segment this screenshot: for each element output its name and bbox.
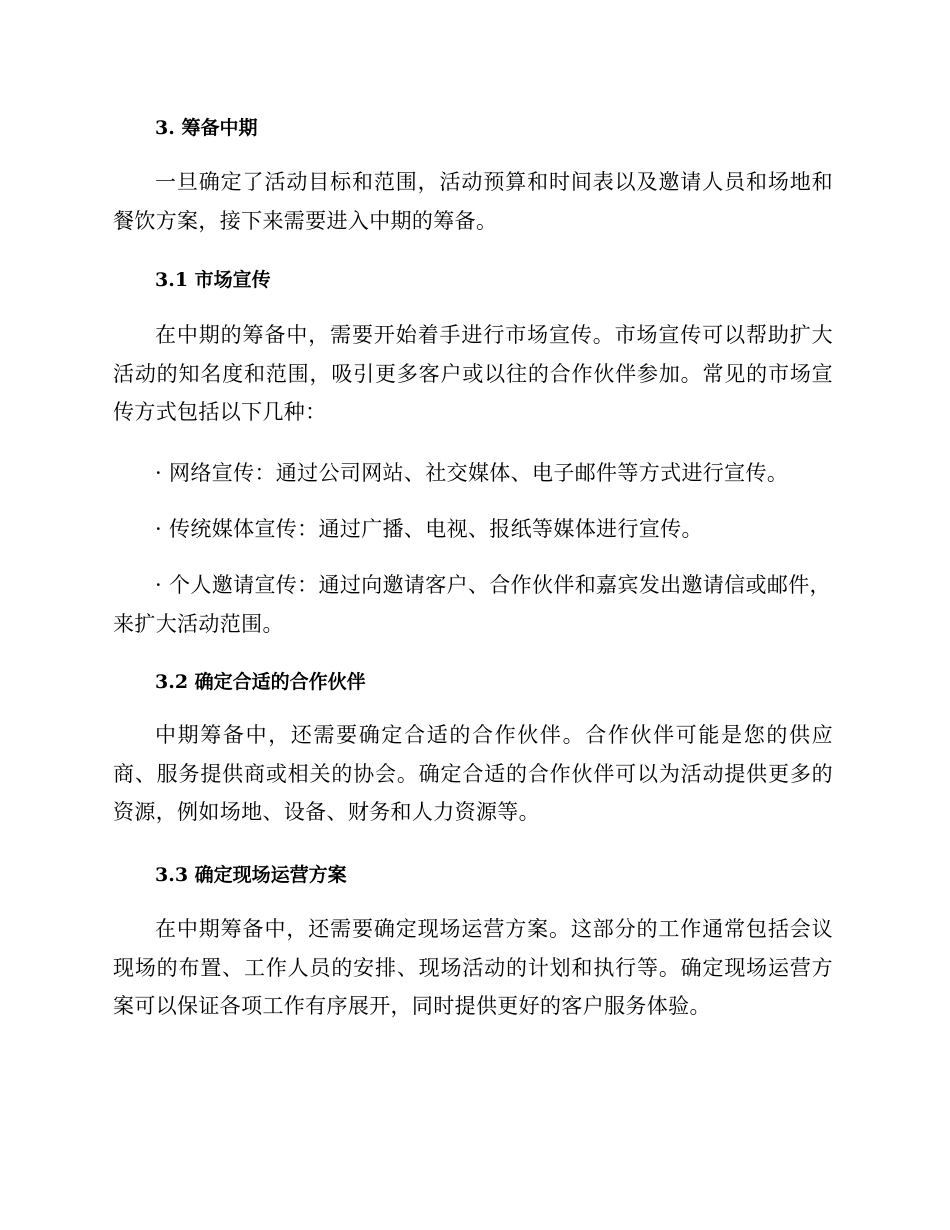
section-3-paragraph: 一旦确定了活动目标和范围，活动预算和时间表以及邀请人员和场地和餐饮方案，接下来需要进入中期的筹备。 bbox=[113, 170, 833, 233]
bullet-item-online-promotion: · 网络宣传：通过公司网站、社交媒体、电子邮件等方式进行宣传。 bbox=[155, 461, 789, 485]
bullet-item-personal-invitation: · 个人邀请宣传：通过向邀请客户、合作伙伴和嘉宾发出邀请信或邮件，来扩大活动范围。 bbox=[113, 573, 831, 636]
section-3-3-heading: 3.3 确定现场运营方案 bbox=[155, 864, 347, 886]
bullet-item-traditional-media: · 传统媒体宣传：通过广播、电视、报纸等媒体进行宣传。 bbox=[155, 517, 703, 541]
section-3-2-heading: 3.2 确定合适的合作伙伴 bbox=[155, 671, 366, 693]
section-3-1-paragraph: 在中期的筹备中，需要开始着手进行市场宣传。市场宣传可以帮助扩大活动的知名度和范围，吸引更多客户或以往的合作伙伴参加。常见的市场宣传方式包括以下几种： bbox=[113, 323, 833, 424]
section-3-1-heading: 3.1 市场宣传 bbox=[155, 269, 271, 291]
section-3-3-paragraph: 在中期筹备中，还需要确定现场运营方案。这部分的工作通常包括会议现场的布置、工作人员的安排、现场活动的计划和执行等。确定现场运营方案可以保证各项工作有序展开，同时提供更好的客户服务体验。 bbox=[113, 917, 833, 1018]
section-3-2-paragraph: 中期筹备中，还需要确定合适的合作伙伴。合作伙伴可能是您的供应商、服务提供商或相关的协会。确定合适的合作伙伴可以为活动提供更多的资源，例如场地、设备、财务和人力资源等。 bbox=[113, 723, 833, 824]
section-3-heading: 3. 筹备中期 bbox=[155, 117, 258, 139]
